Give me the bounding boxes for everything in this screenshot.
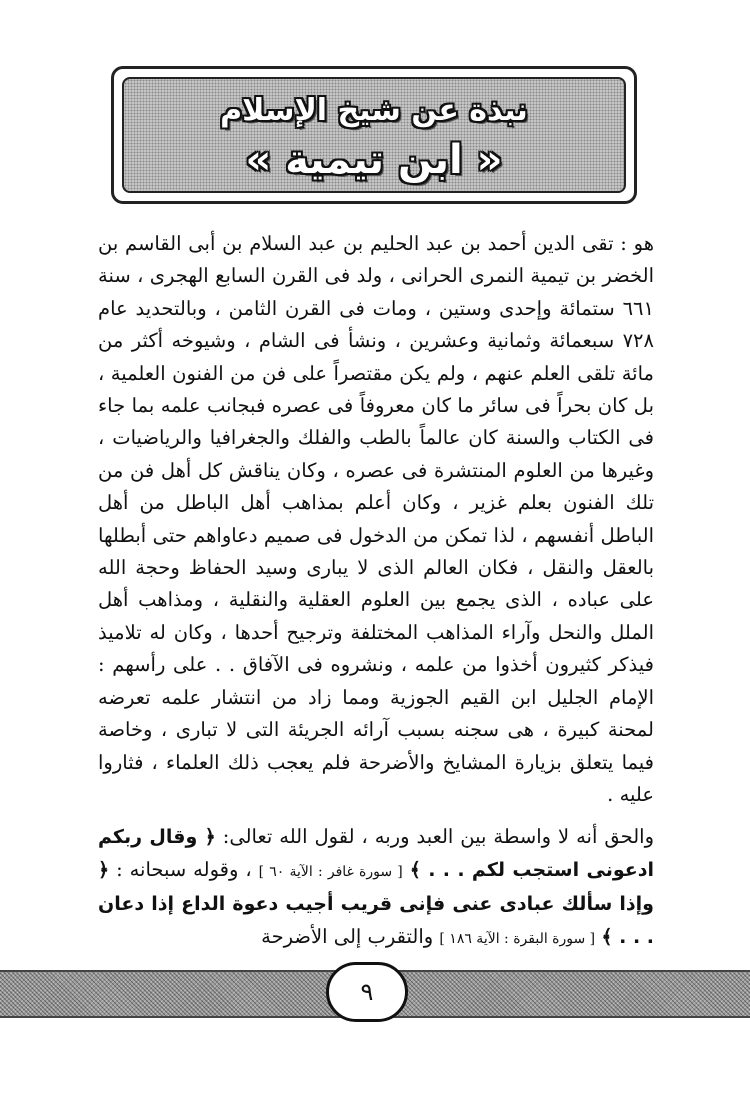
p2-intro: والحق أنه لا واسطة بين العبد وربه ، لقول الله تعالى:	[222, 825, 654, 849]
page-number: ٩	[326, 962, 408, 1022]
paragraph-biography	[98, 228, 654, 811]
title-panel	[122, 77, 626, 193]
title-frame	[111, 66, 637, 204]
paragraph-1-text: هو : تقى الدين أحمد بن عبد الحليم بن عبد السلام بن أبى القاسم بن الخضر بن تيمية النمرى الحرانى ، ولد فى القرن السابع الهجرى ، سنة ٦٦١ ستمائة وإحدى وستين ، ومات فى القرن الثامن ، وبالتحديد عام ٧٢٨ سبعمائة وثمانية وعشرين ، ونشأ فى الشام ، وشيوخه أكثر من مائة تلقى العلم عنهم ، ولم يكن مقتصراً على فن من الفنون العلمية ، بل كان بحراً فى سائر ما كان معروفاً فى عصره فبجانب علمه بما جاء فى الكتاب والسنة كان عالماً بالطب والفلك والجغرافيا والرياضيات ، وغيرها من العلوم المنتشرة فى عصره ، وكان يناقش كل أهل فن من تلك الفنون بعلم غزير ، وكان أعلم بمذاهب أهل الباطل من أهل الباطل أنفسهم ، لذا تمكن من الدخول فى صميم دعاواهم حتى أبطلها بالعقل والنقل ، فكان العالم الذى لا يبارى وسيد الحفاظ وحجة الله على عباده ، الذى يجمع بين العلوم العقلية والنقلية ، ومذاهب أهل الملل والنحل وآراء المذاهب المختلفة وترجيح أحدها ، وكان له تلاميذ فيذكر كثيرون أخذوا من علمه ، ونشروه فى الآفاق . . على رأسهم : الإمام الجليل ابن القيم الجوزية ومما زاد من انتشار علمه تعرضه لمحنة كبيرة ، هى سجنه بسبب آرائه الجريئة التى لا تبارى ، وخاصة فيما يتعلق بزيارة المشايخ والأضرحة فلم يعجب ذلك العلماء ، فثاروا عليه .	[98, 232, 654, 806]
verse-reference-1: [ سورة غافر : الآية ٦٠ ]	[258, 863, 403, 880]
title-line-1: نبذة عن شيخ الإسلام	[220, 93, 528, 128]
p2-mid: ، وقوله سبحانه :	[116, 857, 252, 881]
title-line-2: « ابن تيمية »	[245, 137, 503, 183]
paragraph-mediation	[98, 821, 654, 955]
verse-reference-2: [ سورة البقرة : الآية ١٨٦ ]	[439, 930, 596, 947]
p2-end: والتقرب إلى الأضرحة	[261, 924, 434, 948]
paragraph-2-text	[98, 821, 654, 955]
body-text	[98, 228, 654, 955]
quran-verse-1: ﴿ وقال ربكم ادعونى استجب لكم . . . ﴾	[98, 826, 654, 881]
quran-verse-2: ﴿ وإذا سألك عبادى عنى فإنى قريب أجيب دعوة الداع إذا دعان . . . ﴾	[98, 858, 654, 948]
